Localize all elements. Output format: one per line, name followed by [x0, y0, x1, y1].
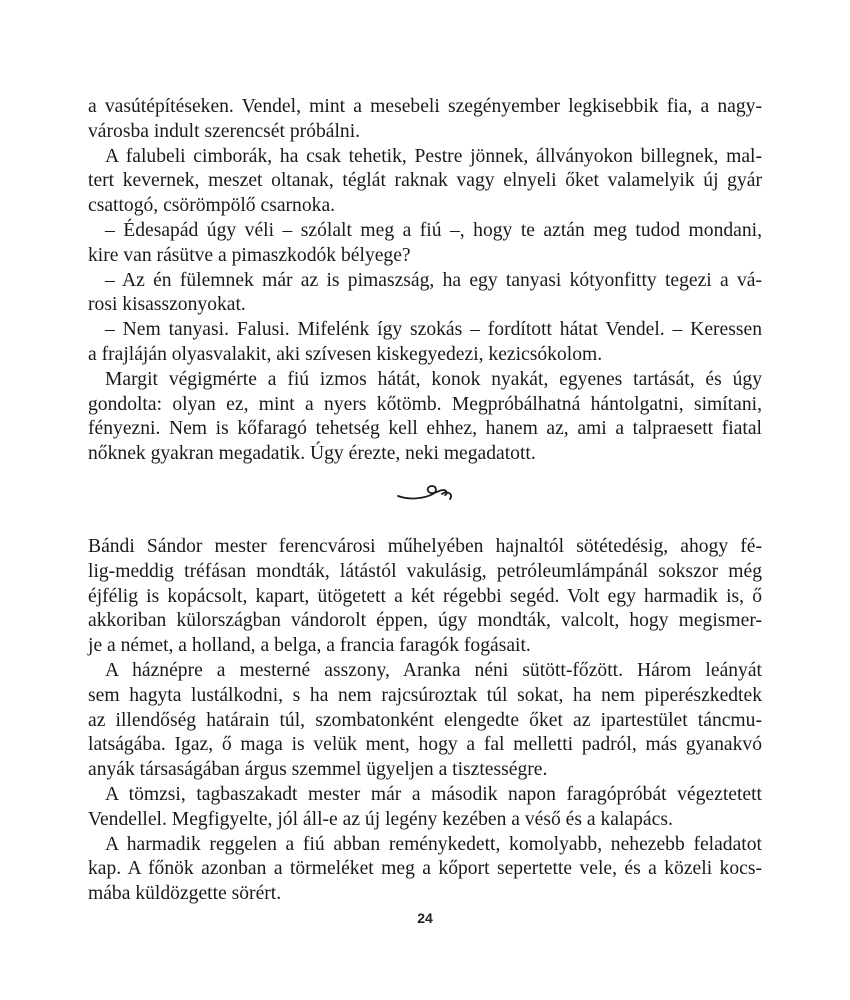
text-line: A falubeli cimborák, ha csak tehetik, Pestre jönnek, állványokon billegnek, mal- — [105, 145, 762, 167]
text-line: je a német, a holland, a belga, a francia faragók fogásait. — [88, 635, 531, 657]
text-line: az illendőség határain túl, szombatonként elengedte őket az ipartestület táncmu- — [88, 709, 762, 731]
text-line: nőknek gyakran megadatik. Úgy érezte, neki megadatott. — [88, 443, 536, 465]
text-line: anyák társaságában árgus szemmel ügyeljen a tisztességre. — [88, 759, 548, 781]
text-line: a frajláján olyasvalakit, aki szívesen kiskegyedezi, kezicsókolom. — [88, 343, 603, 365]
text-line: Vendellel. Megfigyelte, jól áll-e az új legény kezében a véső és a kalapács. — [88, 808, 673, 830]
text-line: kap. A főnök azonban a törmeléket meg a kőport sepertette vele, és a közeli kocs- — [88, 858, 762, 880]
flourish-divider-icon — [395, 478, 455, 504]
text-line: Bándi Sándor mester ferencvárosi műhelyében hajnaltól sötétedésig, ahogy fé- — [88, 536, 762, 557]
text-line: fényezni. Nem is kőfaragó tehetség kell ehhez, hanem az, ami a talpraesett fiatal — [88, 418, 762, 440]
text-line: akkoriban külországban vándorolt éppen, úgy mondták, valcolt, hogy megismer- — [88, 610, 762, 632]
text-line: A háznépre a mesterné asszony, Aranka néni sütött-főzött. Három leányát — [105, 659, 762, 681]
text-line: – Édesapád úgy véli – szólalt meg a fiú –, hogy te aztán meg tudod mondani, — [105, 219, 762, 241]
text-line: tert kevernek, meszet oltanak, téglát raknak vagy elnyeli őket valamelyik új gyár — [88, 170, 762, 192]
text-line: latságába. Igaz, ő maga is velük ment, hogy a fal melletti padról, más gyanakvó — [88, 734, 762, 756]
text-line: sem hagyta lustálkodni, s ha nem rajcsúroztak túl sokat, ha nem piperészkedtek — [88, 684, 762, 706]
section-1-text — [88, 95, 762, 467]
text-line: lig-meddig tréfásan mondták, látástól vakulásig, petróleumlámpánál sokszor még — [88, 560, 762, 582]
section-2-text — [88, 535, 762, 907]
text-line: Margit végigmérte a fiú izmos hátát, konok nyakát, egyenes tartását, és úgy — [105, 368, 762, 390]
text-line: rosi kisasszonyokat. — [88, 294, 246, 316]
text-line: a vasútépítéseken. Vendel, mint a mesebeli szegényember legkisebbik fia, a nagy- — [88, 96, 762, 117]
text-line: – Nem tanyasi. Falusi. Mifelénk így szokás – fordított hátat Vendel. – Keressen — [105, 319, 762, 341]
text-line: csattogó, csörömpölő csarnoka. — [88, 195, 336, 217]
page-number: 24 — [417, 910, 433, 926]
text-line: kire van rásütve a pimaszkodók bélyege? — [88, 244, 411, 266]
text-line: gondolta: olyan ez, mint a nyers kőtömb. Megpróbálhatná hántolgatni, simítani, — [88, 393, 762, 415]
text-line: éjfélig is kopácsolt, kapart, ütögetett a két régebbi segéd. Volt egy harmadik is, ő — [88, 585, 762, 607]
text-line: A tömzsi, tagbaszakadt mester már a második napon faragópróbát végeztetett — [105, 783, 762, 805]
text-line: mába küldözgette sörért. — [88, 883, 282, 905]
text-line: városba indult szerencsét próbálni. — [88, 120, 361, 142]
text-line: – Az én fülemnek már az is pimaszság, ha egy tanyasi kótyonfitty tegezi a vá- — [105, 269, 762, 291]
text-line: A harmadik reggelen a fiú abban reménykedett, komolyabb, nehezebb feladatot — [105, 833, 762, 855]
